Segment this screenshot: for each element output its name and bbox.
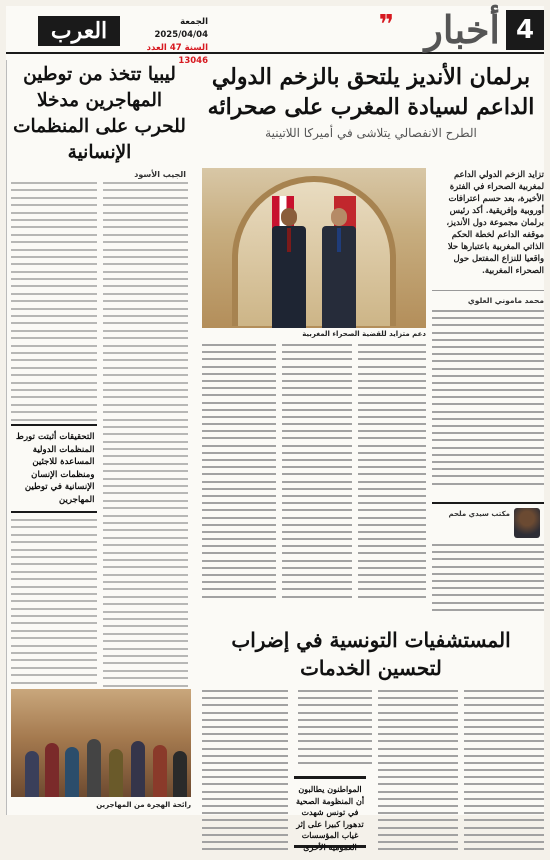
- left-body: [7, 182, 192, 765]
- migrants-photo: [11, 689, 191, 797]
- left-byline: الجيب الأسود: [134, 170, 186, 179]
- left-pullquote: التحقيقات أثبتت تورط المنظمات الدولية المساعدة للاجئين ومنظمات الإنسان الإنسانية في توطين المهاجرين: [11, 424, 97, 513]
- main-body-col-right-lower: [432, 544, 544, 620]
- left-headline: ليبيا تتخذ من توطين المهاجرين مدخلا للحرب على المنظمات الإنسانية: [13, 64, 186, 163]
- quote-mark-icon: ❞: [378, 10, 394, 40]
- main-byline: محمد ماموني العلوي: [467, 296, 544, 305]
- diplomats-photo: [202, 168, 426, 328]
- issue-line: السنة 47 العدد 13046: [146, 43, 208, 66]
- main-body-col-right: [432, 310, 544, 496]
- main-story: [198, 60, 544, 852]
- main-subhead: الطرح الانفصالي يتلاشى في أميركا اللاتينية: [265, 126, 477, 140]
- second-sidebox: المواطنون يطالبون أن المنظومة الصحية في تونس شهدت تدهورا كبيرا على إثر غياب المؤسسات العمومية الأخرى: [294, 776, 366, 848]
- main-body-col-3: [202, 344, 276, 620]
- intro-divider: [432, 290, 544, 291]
- main-body-col-1: [358, 344, 426, 620]
- page-number: 4: [506, 10, 544, 50]
- second-headline: المستشفيات التونسية في إضراب لتحسين الخدمات: [231, 628, 511, 680]
- opinion-box: [432, 502, 544, 538]
- left-story: [6, 60, 192, 815]
- main-body-col-2: [282, 344, 352, 620]
- left-photo-caption: رائحة الهجرة من المهاجرين: [96, 801, 191, 809]
- opinion-author-name: مكتب سيدي ملحم: [448, 510, 510, 518]
- newspaper-page: [6, 6, 544, 852]
- author-avatar: [514, 508, 540, 538]
- date-line: الجمعة 2025/04/04: [154, 17, 208, 40]
- main-photo-caption: دعم متزايد للقضية الصحراء المغربية: [302, 330, 426, 338]
- second-body-col-4: [202, 690, 288, 860]
- section-title: أخبار: [424, 7, 500, 52]
- newspaper-logo: العرب: [38, 16, 120, 46]
- main-headline: برلمان الأنديز يلتحق بالزخم الدولي الداعم لسيادة المغرب على صحرائه: [207, 64, 535, 120]
- masthead: [6, 6, 544, 66]
- main-intro: تزايد الزخم الدولي الداعم لمغربية الصحراء في الفترة الأخيرة، بعد حسم اعترافات أوروبية وإفريقية. أكد رئيس برلمان مجموعة دول الأنديز، موقفه الداعم لخطة الحكم الذاتي المغربية باعتبارها حلا واقعيا للنزاع المفتعل حول الصحراء المغربية.: [446, 169, 544, 275]
- second-body-col-1: [464, 690, 544, 860]
- left-body-col-1: [103, 182, 189, 742]
- second-body-col-2: [378, 690, 458, 860]
- left-body-col-2: [11, 182, 97, 765]
- second-body-col-3: [298, 690, 372, 772]
